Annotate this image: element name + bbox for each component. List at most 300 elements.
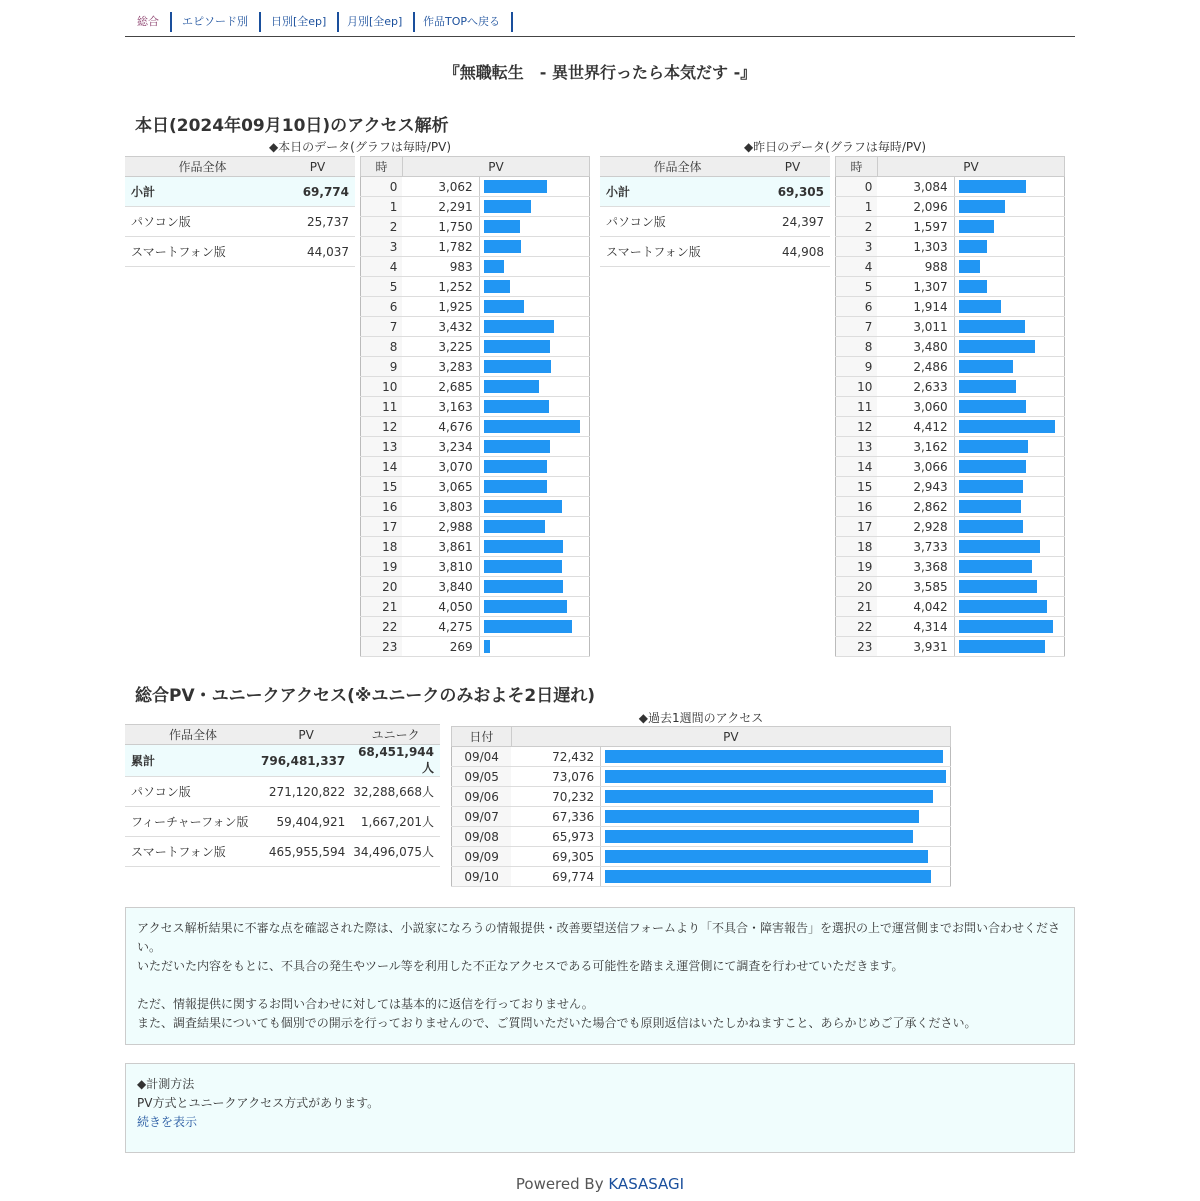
today-bar — [484, 640, 490, 653]
today-value: 3,283 — [402, 357, 479, 377]
today-bar-cell — [479, 417, 589, 437]
row-label: パソコン版 — [125, 777, 261, 807]
yesterday-bar-cell — [954, 397, 1064, 417]
yesterday-bar — [959, 280, 987, 293]
yesterday-value: 1,303 — [877, 237, 954, 257]
table-row — [361, 177, 590, 197]
yesterday-label: 3 — [836, 237, 878, 257]
yesterday-bar-cell — [954, 337, 1064, 357]
table-row — [836, 597, 1065, 617]
yesterday-value: 2,096 — [877, 197, 954, 217]
today-label: 17 — [361, 517, 403, 537]
today-hourly-table — [360, 156, 590, 657]
table-row — [836, 297, 1065, 317]
nav-monthly[interactable]: 月別[全ep] — [347, 12, 415, 32]
yesterday-value: 2,862 — [877, 497, 954, 517]
today-value: 3,861 — [402, 537, 479, 557]
today-label: 9 — [361, 357, 403, 377]
today-bar-cell — [479, 497, 589, 517]
yesterday-label: 10 — [836, 377, 878, 397]
yesterday-value: 1,307 — [877, 277, 954, 297]
yesterday-label: 15 — [836, 477, 878, 497]
today-label: 1 — [361, 197, 403, 217]
today-bar — [484, 280, 510, 293]
weekly-bar — [605, 870, 931, 883]
table-row — [600, 177, 830, 207]
yesterday-bar-cell — [954, 297, 1064, 317]
weekly-label: 09/06 — [452, 787, 512, 807]
today-bar-cell — [479, 237, 589, 257]
today-label: 8 — [361, 337, 403, 357]
yesterday-bar-cell — [954, 237, 1064, 257]
table-row — [836, 537, 1065, 557]
yesterday-bar-cell — [954, 577, 1064, 597]
yesterday-label: 9 — [836, 357, 878, 377]
table-row — [836, 317, 1065, 337]
row-pv: 465,955,594 — [261, 837, 351, 867]
today-value: 4,050 — [402, 597, 479, 617]
col-header: 作品全体 — [600, 157, 755, 177]
yesterday-bar — [959, 260, 980, 273]
table-row — [361, 237, 590, 257]
weekly-bar — [605, 830, 913, 843]
weekly-caption: ◆過去1週間のアクセス — [638, 711, 764, 725]
today-bar — [484, 520, 545, 533]
table-row — [361, 217, 590, 237]
yesterday-value: 4,314 — [877, 617, 954, 637]
today-value: 1,252 — [402, 277, 479, 297]
weekly-bar-cell — [601, 747, 951, 767]
table-row — [600, 207, 830, 237]
yesterday-label: 20 — [836, 577, 878, 597]
col-header: PV — [877, 157, 1064, 177]
yesterday-bar — [959, 400, 1026, 413]
today-label: 20 — [361, 577, 403, 597]
table-row — [836, 377, 1065, 397]
top-nav — [125, 10, 1075, 37]
yesterday-hourly-table — [835, 156, 1065, 657]
weekly-value: 69,774 — [511, 867, 600, 887]
today-bar — [484, 420, 580, 433]
row-label: 小計 — [125, 177, 280, 207]
table-row — [452, 847, 951, 867]
table-row — [836, 517, 1065, 537]
yesterday-bar-cell — [954, 217, 1064, 237]
today-label: 23 — [361, 637, 403, 657]
weekly-label: 09/08 — [452, 827, 512, 847]
nav-overall[interactable]: 総合 — [137, 12, 172, 32]
today-label: 6 — [361, 297, 403, 317]
table-row — [452, 827, 951, 847]
table-row — [125, 207, 355, 237]
row-value: 25,737 — [280, 207, 355, 237]
today-caption: ◆本日のデータ(グラフは毎時/PV) — [268, 140, 452, 154]
notice-line: また、調査結果についても個別での開示を行っておりませんので、ご質問いただいた場合でも原則返信はいたしかねますこと、あらかじめご了承ください。 — [137, 1016, 977, 1030]
today-label: 3 — [361, 237, 403, 257]
weekly-label: 09/04 — [452, 747, 512, 767]
yesterday-label: 8 — [836, 337, 878, 357]
yesterday-bar — [959, 460, 1026, 473]
table-row — [836, 437, 1065, 457]
today-value: 3,803 — [402, 497, 479, 517]
weekly-bar-cell — [601, 807, 951, 827]
today-value: 3,065 — [402, 477, 479, 497]
yesterday-label: 22 — [836, 617, 878, 637]
table-row — [452, 787, 951, 807]
notice-box — [125, 907, 1075, 1045]
col-header: 日付 — [452, 727, 512, 747]
today-label: 21 — [361, 597, 403, 617]
yesterday-value: 4,412 — [877, 417, 954, 437]
total-heading: 総合PV・ユニークアクセス(※ユニークのみおよそ2日遅れ) — [135, 686, 595, 706]
yesterday-bar — [959, 420, 1055, 433]
today-value: 3,810 — [402, 557, 479, 577]
table-row — [836, 457, 1065, 477]
today-label: 22 — [361, 617, 403, 637]
yesterday-label: 13 — [836, 437, 878, 457]
yesterday-value: 3,162 — [877, 437, 954, 457]
row-label: スマートフォン版 — [125, 237, 280, 267]
today-bar-cell — [479, 177, 589, 197]
today-bar-cell — [479, 397, 589, 417]
notice-line: ただ、情報提供に関するお問い合わせに対しては基本的に返信を行っておりません。 — [137, 997, 594, 1011]
yesterday-bar-cell — [954, 317, 1064, 337]
yesterday-value: 3,066 — [877, 457, 954, 477]
today-label: 18 — [361, 537, 403, 557]
today-label: 15 — [361, 477, 403, 497]
today-bar-cell — [479, 537, 589, 557]
today-value: 4,676 — [402, 417, 479, 437]
table-row — [361, 617, 590, 637]
row-pv: 59,404,921 — [261, 807, 351, 837]
yesterday-label: 12 — [836, 417, 878, 437]
yesterday-value: 4,042 — [877, 597, 954, 617]
table-row — [452, 767, 951, 787]
weekly-bar-cell — [601, 767, 951, 787]
table-row — [361, 257, 590, 277]
today-value: 2,291 — [402, 197, 479, 217]
today-bar — [484, 400, 549, 413]
today-heading: 本日(2024年09月10日)のアクセス解析 — [135, 116, 449, 136]
yesterday-value: 2,486 — [877, 357, 954, 377]
row-unique: 68,451,944人 — [351, 745, 440, 777]
today-bar — [484, 460, 547, 473]
today-bar — [484, 440, 550, 453]
table-row — [361, 277, 590, 297]
table-row — [361, 517, 590, 537]
weekly-bar — [605, 750, 943, 763]
today-bar-cell — [479, 357, 589, 377]
today-bar-cell — [479, 297, 589, 317]
table-row — [361, 397, 590, 417]
today-bar-cell — [479, 577, 589, 597]
today-bar-cell — [479, 377, 589, 397]
yesterday-bar — [959, 240, 987, 253]
today-bar — [484, 560, 562, 573]
method-text: PV方式とユニークアクセス方式があります。 — [137, 1096, 380, 1110]
yesterday-label: 16 — [836, 497, 878, 517]
row-unique: 34,496,075人 — [351, 837, 440, 867]
today-label: 4 — [361, 257, 403, 277]
today-bar — [484, 480, 547, 493]
table-row — [125, 237, 355, 267]
today-bar — [484, 240, 521, 253]
today-bar — [484, 600, 567, 613]
table-row — [836, 237, 1065, 257]
table-row — [361, 497, 590, 517]
table-row — [452, 867, 951, 887]
table-row — [361, 337, 590, 357]
yesterday-summary-table — [600, 156, 830, 267]
yesterday-value: 3,060 — [877, 397, 954, 417]
table-row — [836, 337, 1065, 357]
yesterday-value: 2,943 — [877, 477, 954, 497]
row-value: 69,305 — [755, 177, 830, 207]
row-pv: 271,120,822 — [261, 777, 351, 807]
yesterday-value: 3,480 — [877, 337, 954, 357]
table-row — [361, 357, 590, 377]
col-header: PV — [261, 725, 351, 745]
today-value: 1,750 — [402, 217, 479, 237]
yesterday-value: 3,368 — [877, 557, 954, 577]
nav-back-to-top[interactable]: 作品TOPへ戻る — [423, 12, 513, 32]
today-value: 3,070 — [402, 457, 479, 477]
today-bar-cell — [479, 597, 589, 617]
today-bar-cell — [479, 317, 589, 337]
notice-line: いただいた内容をもとに、不具合の発生やツール等を利用した不正なアクセスである可能性を踏まえ運営側にて調査を行わせていただきます。 — [137, 959, 904, 973]
yesterday-bar-cell — [954, 177, 1064, 197]
yesterday-bar-cell — [954, 617, 1064, 637]
table-row — [836, 217, 1065, 237]
notice-line: アクセス解析結果に不審な点を確認された際は、小説家になろうの情報提供・改善要望送信フォームより「不具合・障害報告」を選択の上で運営側までお問い合わせください。 — [137, 921, 1061, 954]
today-bar-cell — [479, 217, 589, 237]
today-bar-cell — [479, 457, 589, 477]
yesterday-label: 18 — [836, 537, 878, 557]
table-row — [836, 557, 1065, 577]
today-bar-cell — [479, 517, 589, 537]
method-title: ◆計測方法 — [137, 1077, 195, 1091]
yesterday-bar — [959, 500, 1021, 513]
weekly-value: 73,076 — [511, 767, 600, 787]
col-header: PV — [280, 157, 355, 177]
today-label: 11 — [361, 397, 403, 417]
today-bar — [484, 300, 524, 313]
show-more-link[interactable]: 続きを表示 — [137, 1115, 198, 1129]
table-row — [361, 377, 590, 397]
yesterday-bar — [959, 640, 1045, 653]
today-bar — [484, 380, 539, 393]
row-label: スマートフォン版 — [125, 837, 261, 867]
table-row — [836, 177, 1065, 197]
today-value: 3,225 — [402, 337, 479, 357]
nav-episode[interactable]: エピソード別 — [182, 12, 261, 32]
yesterday-bar-cell — [954, 477, 1064, 497]
table-row — [836, 417, 1065, 437]
table-row — [836, 477, 1065, 497]
yesterday-label: 19 — [836, 557, 878, 577]
today-value: 3,062 — [402, 177, 479, 197]
yesterday-value: 3,011 — [877, 317, 954, 337]
table-row — [361, 597, 590, 617]
yesterday-label: 1 — [836, 197, 878, 217]
table-row — [452, 807, 951, 827]
today-label: 0 — [361, 177, 403, 197]
today-value: 269 — [402, 637, 479, 657]
yesterday-label: 17 — [836, 517, 878, 537]
weekly-bar — [605, 850, 928, 863]
weekly-value: 72,432 — [511, 747, 600, 767]
yesterday-bar — [959, 180, 1026, 193]
today-bar-cell — [479, 637, 589, 657]
yesterday-value: 1,914 — [877, 297, 954, 317]
yesterday-label: 7 — [836, 317, 878, 337]
yesterday-value: 3,585 — [877, 577, 954, 597]
yesterday-value: 1,597 — [877, 217, 954, 237]
yesterday-bar-cell — [954, 277, 1064, 297]
yesterday-value: 988 — [877, 257, 954, 277]
yesterday-bar-cell — [954, 197, 1064, 217]
col-header: ユニーク — [351, 725, 440, 745]
table-row — [361, 477, 590, 497]
today-label: 12 — [361, 417, 403, 437]
yesterday-bar-cell — [954, 457, 1064, 477]
today-bar — [484, 580, 563, 593]
row-value: 69,774 — [280, 177, 355, 207]
weekly-value: 67,336 — [511, 807, 600, 827]
today-bar — [484, 320, 554, 333]
today-bar — [484, 260, 504, 273]
row-value: 24,397 — [755, 207, 830, 237]
table-row — [836, 257, 1065, 277]
today-bar-cell — [479, 437, 589, 457]
weekly-value: 65,973 — [511, 827, 600, 847]
yesterday-bar — [959, 300, 1001, 313]
col-header: 時 — [836, 157, 878, 177]
yesterday-caption: ◆昨日のデータ(グラフは毎時/PV) — [743, 140, 927, 154]
table-row — [361, 457, 590, 477]
today-value: 2,988 — [402, 517, 479, 537]
weekly-label: 09/05 — [452, 767, 512, 787]
today-label: 16 — [361, 497, 403, 517]
weekly-bar-cell — [601, 867, 951, 887]
table-row — [125, 807, 440, 837]
table-row — [836, 577, 1065, 597]
row-label: パソコン版 — [600, 207, 755, 237]
col-header: PV — [511, 727, 950, 747]
yesterday-bar-cell — [954, 497, 1064, 517]
today-value: 1,925 — [402, 297, 479, 317]
weekly-bar — [605, 770, 946, 783]
yesterday-bar — [959, 320, 1025, 333]
table-row — [836, 277, 1065, 297]
table-row — [361, 577, 590, 597]
today-bar — [484, 360, 551, 373]
yesterday-bar-cell — [954, 417, 1064, 437]
today-label: 19 — [361, 557, 403, 577]
row-pv: 796,481,337 — [261, 745, 351, 777]
today-value: 2,685 — [402, 377, 479, 397]
today-bar-cell — [479, 257, 589, 277]
today-bar — [484, 200, 531, 213]
yesterday-bar — [959, 480, 1023, 493]
weekly-label: 09/09 — [452, 847, 512, 867]
today-bar-cell — [479, 617, 589, 637]
row-label: スマートフォン版 — [600, 237, 755, 267]
today-value: 1,782 — [402, 237, 479, 257]
today-value: 4,275 — [402, 617, 479, 637]
yesterday-value: 2,928 — [877, 517, 954, 537]
yesterday-bar — [959, 560, 1032, 573]
today-summary-table — [125, 156, 355, 267]
today-bar — [484, 340, 550, 353]
yesterday-bar — [959, 360, 1013, 373]
today-label: 13 — [361, 437, 403, 457]
yesterday-label: 14 — [836, 457, 878, 477]
yesterday-bar-cell — [954, 357, 1064, 377]
yesterday-label: 23 — [836, 637, 878, 657]
table-row — [361, 637, 590, 657]
today-bar-cell — [479, 197, 589, 217]
weekly-value: 69,305 — [511, 847, 600, 867]
today-bar-cell — [479, 477, 589, 497]
today-bar-cell — [479, 557, 589, 577]
table-row — [361, 317, 590, 337]
today-label: 7 — [361, 317, 403, 337]
today-label: 2 — [361, 217, 403, 237]
yesterday-label: 4 — [836, 257, 878, 277]
kasasagi-link[interactable]: KASASAGI — [608, 1175, 685, 1193]
table-row — [125, 777, 440, 807]
yesterday-label: 6 — [836, 297, 878, 317]
weekly-label: 09/07 — [452, 807, 512, 827]
table-row — [361, 537, 590, 557]
yesterday-bar-cell — [954, 637, 1064, 657]
yesterday-bar — [959, 540, 1040, 553]
weekly-bar-cell — [601, 827, 951, 847]
yesterday-bar-cell — [954, 557, 1064, 577]
weekly-bar — [605, 810, 919, 823]
today-label: 14 — [361, 457, 403, 477]
today-value: 3,163 — [402, 397, 479, 417]
table-row — [836, 357, 1065, 377]
method-box — [125, 1063, 1075, 1153]
yesterday-bar — [959, 580, 1037, 593]
nav-daily[interactable]: 日別[全ep] — [271, 12, 339, 32]
today-bar — [484, 220, 520, 233]
yesterday-bar — [959, 440, 1028, 453]
row-label: フィーチャーフォン版 — [125, 807, 261, 837]
page-title: 『無職転生 - 異世界行ったら本気だす -』 — [443, 63, 757, 82]
today-bar — [484, 180, 547, 193]
weekly-table — [451, 726, 951, 887]
col-header: PV — [755, 157, 830, 177]
yesterday-label: 21 — [836, 597, 878, 617]
yesterday-bar-cell — [954, 377, 1064, 397]
yesterday-bar-cell — [954, 257, 1064, 277]
yesterday-label: 5 — [836, 277, 878, 297]
yesterday-bar-cell — [954, 517, 1064, 537]
yesterday-bar — [959, 620, 1053, 633]
weekly-label: 09/10 — [452, 867, 512, 887]
weekly-value: 70,232 — [511, 787, 600, 807]
row-value: 44,037 — [280, 237, 355, 267]
table-row — [452, 747, 951, 767]
row-label: 累計 — [125, 745, 261, 777]
col-header: 時 — [361, 157, 403, 177]
col-header: 作品全体 — [125, 725, 261, 745]
table-row — [836, 497, 1065, 517]
today-label: 10 — [361, 377, 403, 397]
